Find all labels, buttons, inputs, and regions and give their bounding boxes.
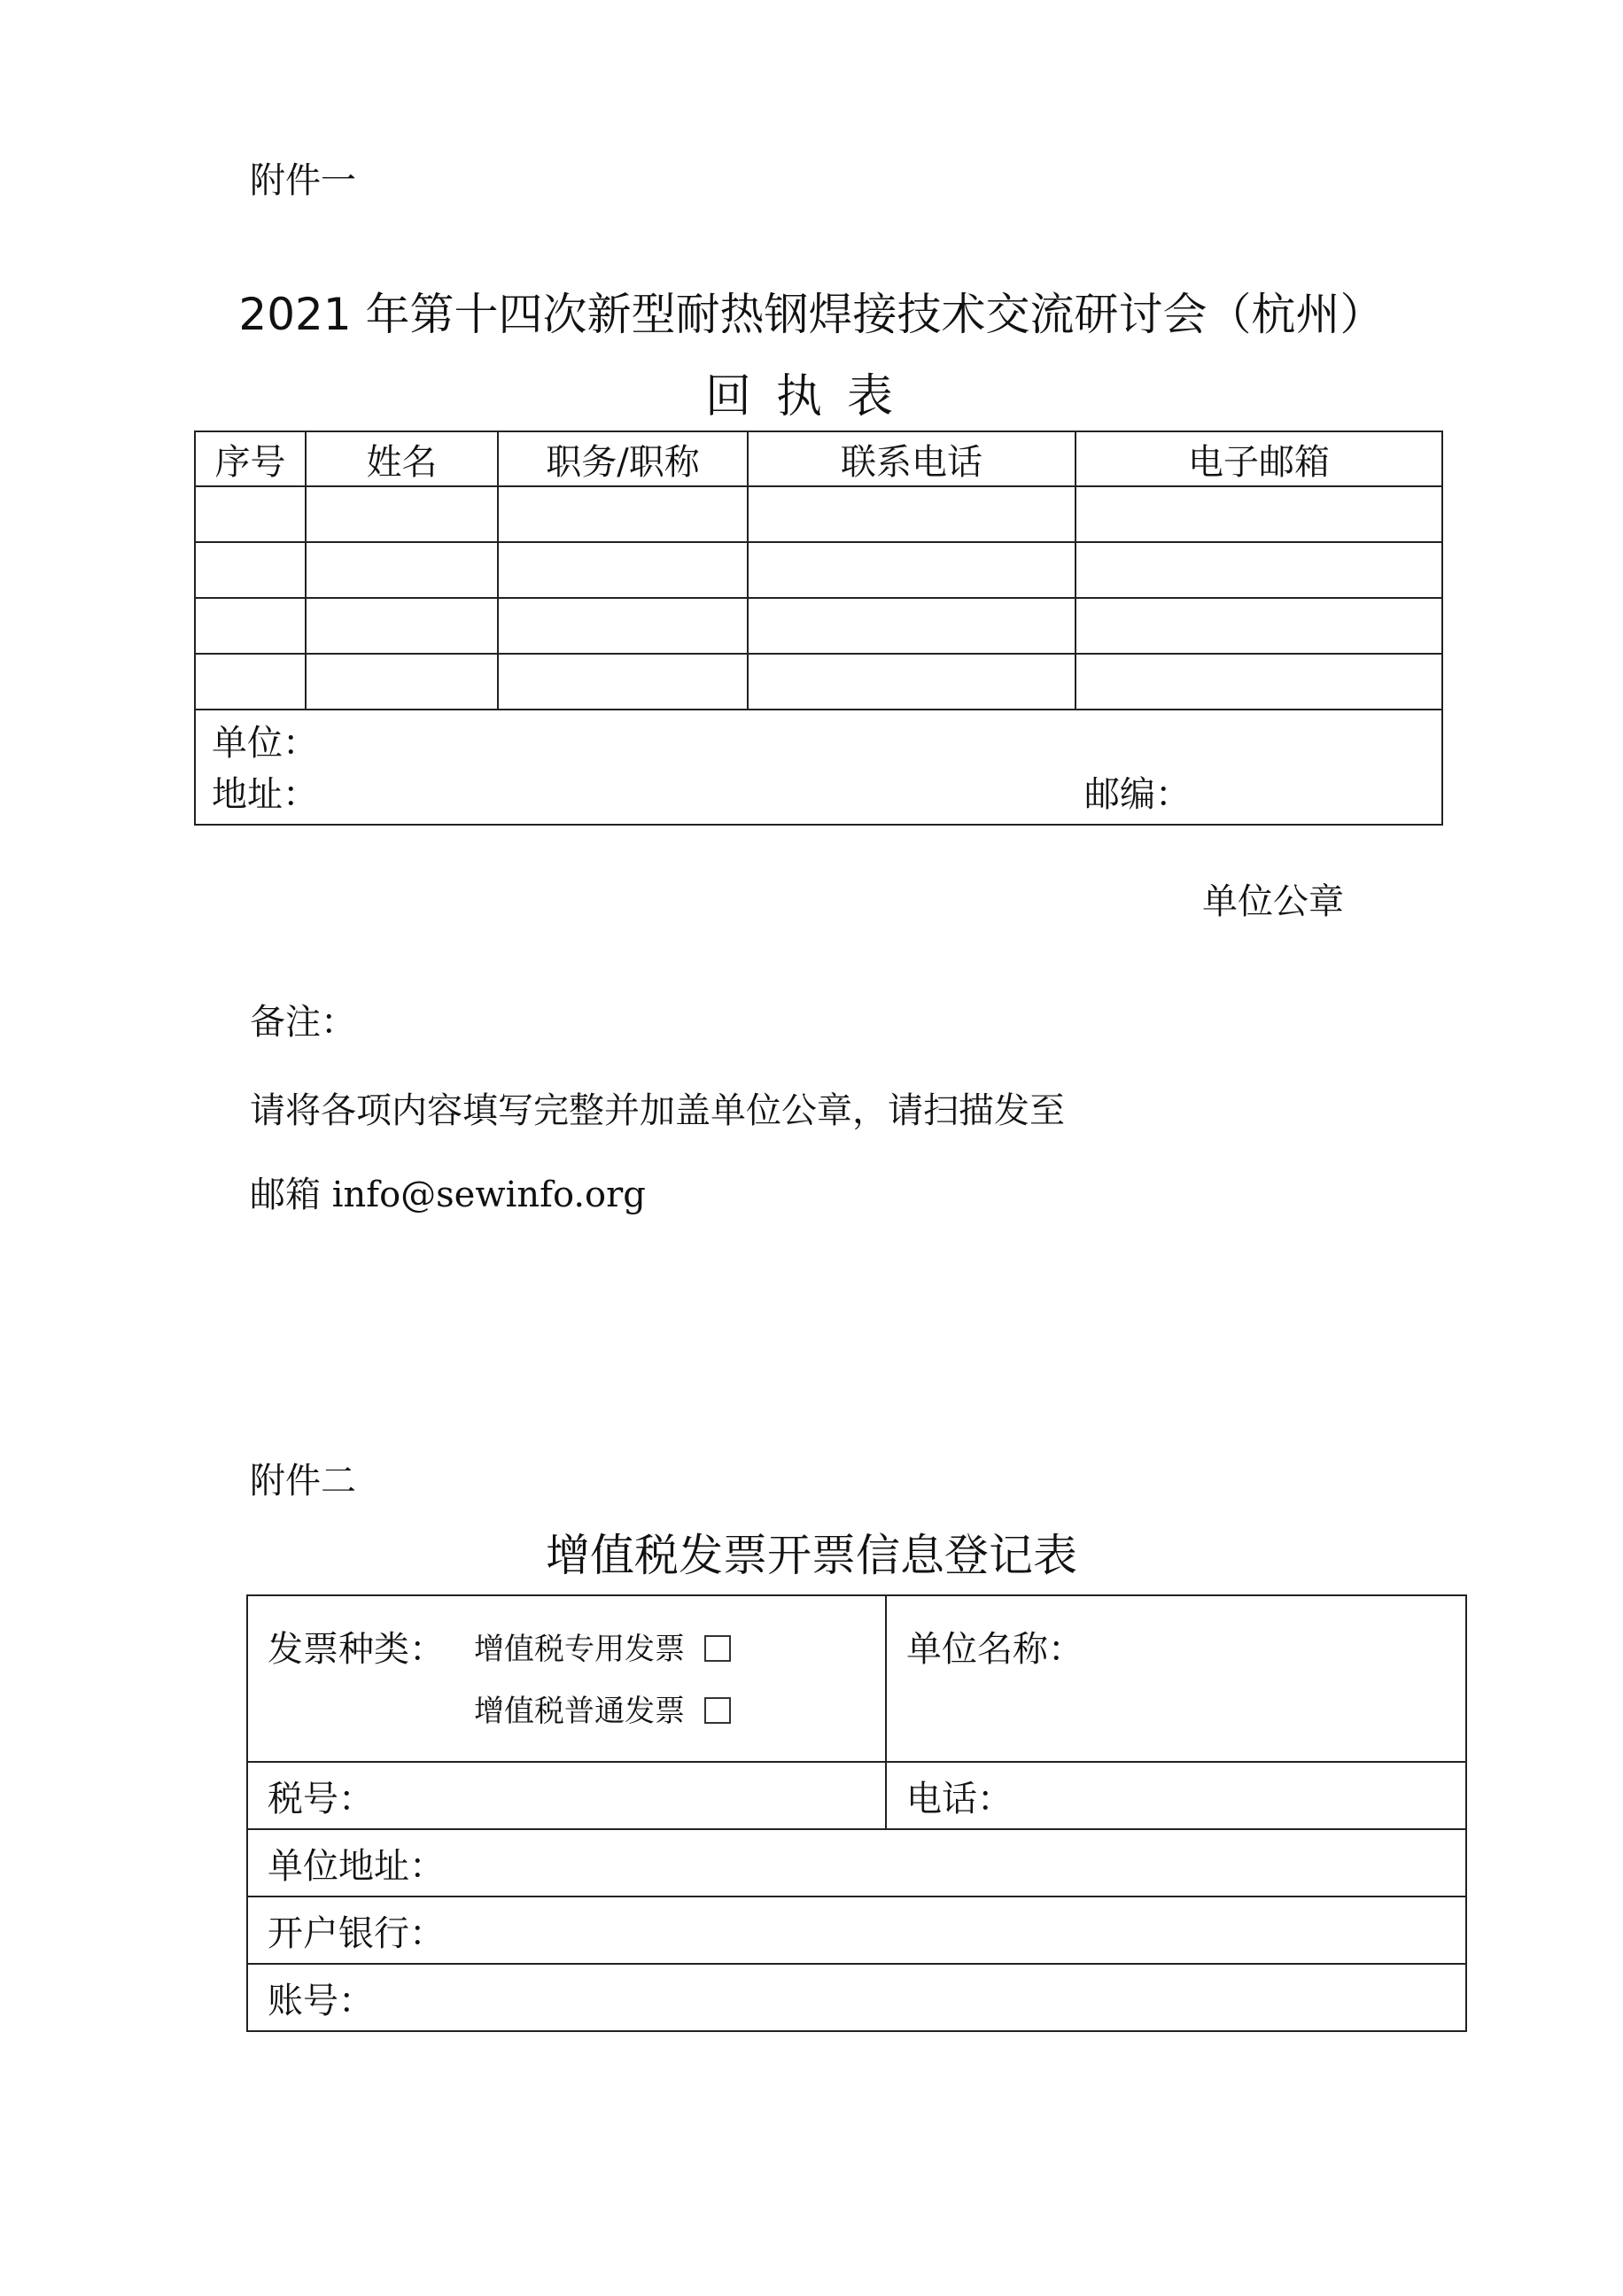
email-cell[interactable]	[1076, 598, 1442, 654]
name-cell[interactable]	[306, 486, 498, 542]
unit-address-field[interactable]	[247, 1829, 1466, 1897]
invoice-type-cell	[247, 1595, 886, 1762]
account-label: 账号：	[268, 1980, 374, 2021]
special-invoice-checkbox[interactable]	[704, 1635, 731, 1662]
phone-cell[interactable]	[748, 654, 1076, 710]
email-cell[interactable]	[1076, 654, 1442, 710]
receipt-footer-row	[195, 710, 1442, 825]
tax-number-cell[interactable]	[247, 1762, 886, 1829]
notes-label: 备注：	[250, 1002, 356, 1043]
notes-instruction: 请将各项内容填写完整并加盖单位公章，请扫描发至	[250, 1090, 1065, 1131]
serial-cell[interactable]	[195, 486, 306, 542]
email-cell[interactable]	[1076, 486, 1442, 542]
account-row	[247, 1964, 1466, 2031]
position-cell[interactable]	[498, 598, 748, 654]
unit-seal-label: 单位公章	[1202, 881, 1344, 922]
invoice-type-label: 发票种类：	[268, 1629, 445, 1670]
name-cell[interactable]	[306, 654, 498, 710]
attachment-one-label: 附件一	[250, 160, 356, 201]
document-title: 2021 年第十四次新型耐热钢焊接技术交流研讨会（杭州）	[238, 289, 1385, 340]
phone-cell[interactable]	[748, 542, 1076, 598]
notes-email: 邮箱 info@sewinfo.org	[250, 1175, 646, 1215]
table-row	[195, 598, 1442, 654]
serial-cell[interactable]	[195, 654, 306, 710]
serial-cell[interactable]	[195, 542, 306, 598]
special-invoice-label: 增值税专用发票	[474, 1632, 685, 1667]
position-cell[interactable]	[498, 542, 748, 598]
unit-line	[212, 718, 1441, 769]
unit-label: 单位：	[212, 723, 318, 764]
attachment-two-label: 附件二	[250, 1461, 356, 1501]
normal-invoice-label: 增值税普通发票	[474, 1694, 685, 1729]
address-line	[212, 769, 1441, 820]
header-phone: 联系电话	[748, 431, 1076, 486]
name-cell[interactable]	[306, 598, 498, 654]
email-cell[interactable]	[1076, 542, 1442, 598]
account-field[interactable]	[247, 1964, 1466, 2031]
tax-number-label: 税号：	[268, 1778, 374, 1819]
table-row	[195, 654, 1442, 710]
tax-phone-row	[247, 1762, 1466, 1829]
serial-cell[interactable]	[195, 598, 306, 654]
unit-name-cell[interactable]	[886, 1595, 1466, 1762]
special-invoice-option[interactable]	[474, 1625, 731, 1668]
bank-field[interactable]	[247, 1897, 1466, 1964]
header-email: 电子邮箱	[1076, 431, 1442, 486]
phone-cell[interactable]	[748, 486, 1076, 542]
bank-label: 开户银行：	[268, 1912, 445, 1954]
header-name: 姓名	[306, 431, 498, 486]
phone-label: 电话：	[906, 1778, 1013, 1819]
unit-address-cell[interactable]	[195, 710, 1442, 825]
address-label: 地址：	[212, 774, 318, 815]
table-row	[195, 486, 1442, 542]
unit-address-label: 单位地址：	[268, 1845, 445, 1887]
phone-cell[interactable]	[748, 598, 1076, 654]
table-row	[195, 542, 1442, 598]
normal-invoice-option[interactable]	[474, 1687, 731, 1730]
invoice-form-title: 增值税发票开票信息登记表	[546, 1530, 1077, 1581]
position-cell[interactable]	[498, 486, 748, 542]
receipt-form-title: 回执表	[704, 370, 918, 423]
header-serial-number: 序号	[195, 431, 306, 486]
receipt-table-header-row	[195, 431, 1442, 486]
invoice-info-table	[246, 1594, 1467, 2032]
position-cell[interactable]	[498, 654, 748, 710]
invoice-type-row	[247, 1595, 1466, 1762]
header-position-title: 职务/职称	[498, 431, 748, 486]
receipt-table	[194, 430, 1443, 826]
unit-address-row	[247, 1829, 1466, 1897]
bank-row	[247, 1897, 1466, 1964]
normal-invoice-checkbox[interactable]	[704, 1697, 731, 1724]
phone-cell[interactable]	[886, 1762, 1466, 1829]
name-cell[interactable]	[306, 542, 498, 598]
postcode-label: 邮编：	[1084, 774, 1191, 815]
unit-name-label: 单位名称：	[906, 1629, 1083, 1670]
